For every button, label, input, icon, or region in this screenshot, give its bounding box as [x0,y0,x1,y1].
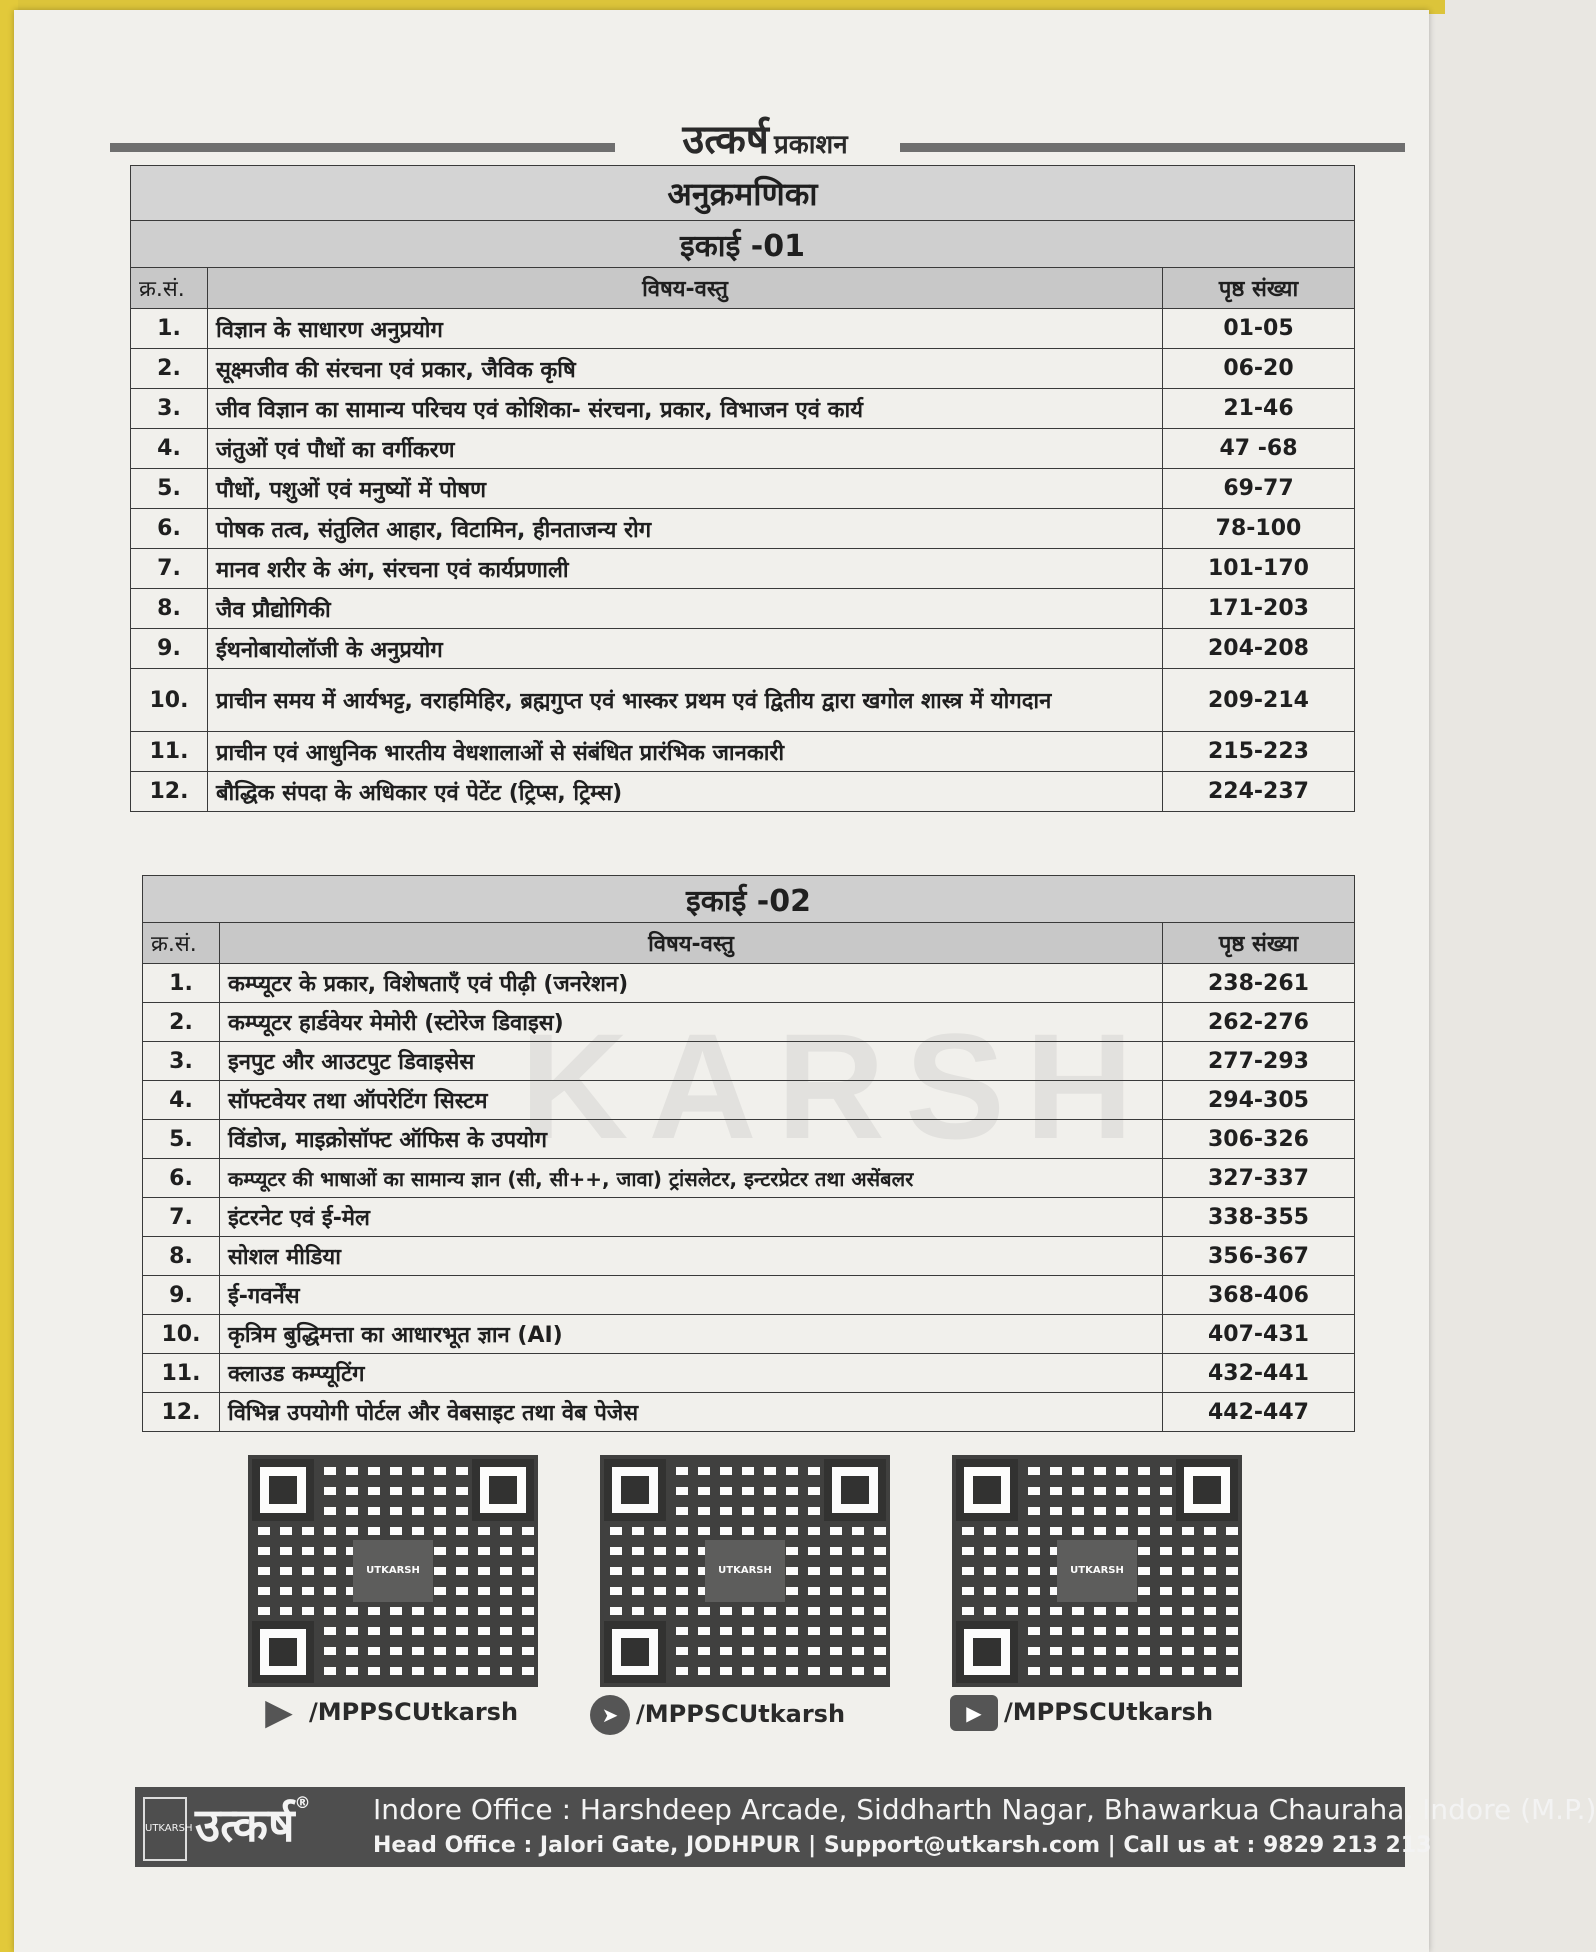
row-number: 5. [143,1120,220,1159]
table-row [143,1042,1355,1081]
row-pages: 224-237 [1163,772,1355,812]
row-pages: 277-293 [1163,1042,1355,1081]
row-number: 5. [131,469,208,509]
column-header-row [131,268,1355,309]
watermark: KARSH [520,1002,1154,1170]
column-header-sn: क्र.सं. [143,923,220,964]
table-row [143,1237,1355,1276]
utkarsh-logo-mark: UTKARSH [143,1797,187,1861]
row-topic: बौद्धिक संपदा के अधिकार एवं पेटेंट (ट्रिप्स, ट्रिम्स) [208,772,1163,812]
row-number: 8. [131,589,208,629]
row-pages: 338-355 [1163,1198,1355,1237]
table-row [143,964,1355,1003]
toc-title: अनुक्रमणिका [131,166,1355,221]
qr-code-play-store[interactable] [248,1455,538,1687]
table-row [143,1003,1355,1042]
column-header-pages: पृष्ठ संख्या [1163,923,1355,964]
column-header-topic: विषय-वस्तु [220,923,1163,964]
table-row [131,349,1355,389]
row-topic: विंडोज, माइक्रोसॉफ्ट ऑफिस के उपयोग [220,1120,1163,1159]
row-number: 12. [143,1393,220,1432]
row-pages: 69-77 [1163,469,1355,509]
row-topic: ईथनोबायोलॉजी के अनुप्रयोग [208,629,1163,669]
qr-center-logo: UTKARSH [705,1540,785,1602]
footer-banner [135,1787,1596,1867]
row-pages: 368-406 [1163,1276,1355,1315]
table-row [131,772,1355,812]
row-number: 4. [143,1081,220,1120]
table-row [131,549,1355,589]
row-pages: 407-431 [1163,1315,1355,1354]
column-header-sn: क्र.सं. [131,268,208,309]
row-pages: 215-223 [1163,732,1355,772]
table-row [143,1120,1355,1159]
social-link-play-store[interactable] [255,1692,519,1739]
table-row [143,1276,1355,1315]
brand-subtitle: प्रकाशन [774,130,848,160]
table-row [131,469,1355,509]
toc-table-unit-1 [130,165,1355,812]
row-number: 9. [143,1276,220,1315]
qr-code-telegram[interactable] [600,1455,890,1687]
row-topic: सोशल मीडिया [220,1237,1163,1276]
brand-logo-text: उत्कर्ष [682,117,769,163]
qr-code-row [240,1455,1240,1575]
footer-indore-office: Indore Office : Harshdeep Arcade, Siddharth Nagar, Bhawarkua Chauraha, Indore (M.P.) [373,1793,1596,1826]
row-pages: 327-337 [1163,1159,1355,1198]
qr-finder [252,1459,314,1521]
qr-finder [956,1459,1018,1521]
row-topic: विभिन्न उपयोगी पोर्टल और वेबसाइट तथा वेब पेजेस [220,1393,1163,1432]
row-topic: जीव विज्ञान का सामान्य परिचय एवं कोशिका- संरचना, प्रकार, विभाजन एवं कार्य [208,389,1163,429]
row-topic: कृत्रिम बुद्धिमत्ता का आधारभूत ज्ञान (AI) [220,1315,1163,1354]
row-pages: 01-05 [1163,309,1355,349]
row-pages: 21-46 [1163,389,1355,429]
qr-finder [252,1621,314,1683]
row-topic: प्राचीन एवं आधुनिक भारतीय वेधशालाओं से संबंधित प्रारंभिक जानकारी [208,732,1163,772]
footer-brand-text: उत्कर्ष [195,1798,295,1852]
table-row [131,589,1355,629]
row-topic: जैव प्रौद्योगिकी [208,589,1163,629]
row-number: 10. [143,1315,220,1354]
social-link-telegram[interactable] [590,1695,845,1739]
row-pages: 238-261 [1163,964,1355,1003]
qr-finder [604,1621,666,1683]
row-number: 3. [131,389,208,429]
social-handle: /MPPSCUtkarsh [636,1700,846,1728]
row-pages: 432-441 [1163,1354,1355,1393]
row-pages: 356-367 [1163,1237,1355,1276]
unit-title-row [143,876,1355,923]
table-row [131,509,1355,549]
row-topic: जंतुओं एवं पौधों का वर्गीकरण [208,429,1163,469]
footer-head-office: Head Office : Jalori Gate, JODHPUR | Support@utkarsh.com | Call us at : 9829 213 213 [373,1833,1432,1858]
table-row [131,629,1355,669]
header-rule-left [110,143,615,152]
qr-finder [824,1459,886,1521]
table-row [131,389,1355,429]
toc-table-unit-2 [142,875,1355,1432]
row-pages: 204-208 [1163,629,1355,669]
row-pages: 306-326 [1163,1120,1355,1159]
youtube-icon: ▶ [950,1695,998,1731]
row-number: 11. [143,1354,220,1393]
row-topic: कम्प्यूटर के प्रकार, विशेषताएँ एवं पीढ़ी (जनरेशन) [220,964,1163,1003]
unit-title: इकाई -02 [143,876,1355,923]
row-pages: 06-20 [1163,349,1355,389]
column-header-pages: पृष्ठ संख्या [1163,268,1355,309]
row-topic: इनपुट और आउटपुट डिवाइसेस [220,1042,1163,1081]
row-topic: प्राचीन समय में आर्यभट्ट, वराहमिहिर, ब्रह्मगुप्त एवं भास्कर प्रथम एवं द्वितीय द्वारा खगोल शास्त्र में योगदान [208,669,1163,732]
table-row [131,429,1355,469]
header-rule-right [900,143,1405,152]
table-row [143,1315,1355,1354]
row-topic: कम्प्यूटर की भाषाओं का सामान्य ज्ञान (सी, सी++, जावा) ट्रांसलेटर, इन्टरप्रेटर तथा असेंबलर [220,1159,1163,1198]
row-pages: 294-305 [1163,1081,1355,1120]
footer-brand [195,1793,311,1855]
row-topic: सॉफ्टवेयर तथा ऑपरेटिंग सिस्टम [220,1081,1163,1120]
table-row [143,1354,1355,1393]
row-topic: इंटरनेट एवं ई-मेल [220,1198,1163,1237]
row-number: 6. [131,509,208,549]
social-handle: /MPPSCUtkarsh [309,1698,519,1726]
row-pages: 47 -68 [1163,429,1355,469]
row-pages: 171-203 [1163,589,1355,629]
row-pages: 442-447 [1163,1393,1355,1432]
row-topic: पौधों, पशुओं एवं मनुष्यों में पोषण [208,469,1163,509]
table-row [143,1198,1355,1237]
social-handle: /MPPSCUtkarsh [1004,1698,1214,1726]
row-topic: ई-गवर्नेंस [220,1276,1163,1315]
qr-finder [1176,1459,1238,1521]
publisher-header [110,110,1400,163]
social-link-youtube[interactable] [950,1695,1213,1739]
row-pages: 262-276 [1163,1003,1355,1042]
row-number: 1. [131,309,208,349]
table-row [143,1393,1355,1432]
qr-code-youtube[interactable] [952,1455,1242,1687]
row-number: 12. [131,772,208,812]
row-number: 6. [143,1159,220,1198]
qr-center-logo: UTKARSH [1057,1540,1137,1602]
table-row [143,1159,1355,1198]
row-pages: 209-214 [1163,669,1355,732]
row-number: 8. [143,1237,220,1276]
publisher-brand [630,110,900,165]
row-number: 4. [131,429,208,469]
row-topic: पोषक तत्व, संतुलित आहार, विटामिन, हीनताजन्य रोग [208,509,1163,549]
qr-center-logo: UTKARSH [353,1540,433,1602]
table-row [131,732,1355,772]
row-number: 11. [131,732,208,772]
toc-title-row [131,166,1355,221]
qr-finder [604,1459,666,1521]
table-row [131,309,1355,349]
row-topic: मानव शरीर के अंग, संरचना एवं कार्यप्रणाली [208,549,1163,589]
row-number: 1. [143,964,220,1003]
play-store-icon: ▶ [265,1692,293,1733]
telegram-icon: ➤ [590,1695,630,1735]
row-number: 2. [131,349,208,389]
row-pages: 78-100 [1163,509,1355,549]
column-header-topic: विषय-वस्तु [208,268,1163,309]
table-row [143,1081,1355,1120]
registered-mark: ® [294,1793,311,1812]
row-number: 7. [143,1198,220,1237]
row-number: 2. [143,1003,220,1042]
table-row [131,669,1355,732]
row-topic: क्लाउड कम्प्यूटिंग [220,1354,1163,1393]
column-header-row [143,923,1355,964]
row-pages: 101-170 [1163,549,1355,589]
row-number: 7. [131,549,208,589]
qr-finder [472,1459,534,1521]
row-topic: विज्ञान के साधारण अनुप्रयोग [208,309,1163,349]
row-topic: कम्प्यूटर हार्डवेयर मेमोरी (स्टोरेज डिवाइस) [220,1003,1163,1042]
row-number: 3. [143,1042,220,1081]
unit-title: इकाई -01 [131,221,1355,268]
row-number: 10. [131,669,208,732]
row-topic: सूक्ष्मजीव की संरचना एवं प्रकार, जैविक कृषि [208,349,1163,389]
row-number: 9. [131,629,208,669]
qr-finder [956,1621,1018,1683]
unit-title-row [131,221,1355,268]
